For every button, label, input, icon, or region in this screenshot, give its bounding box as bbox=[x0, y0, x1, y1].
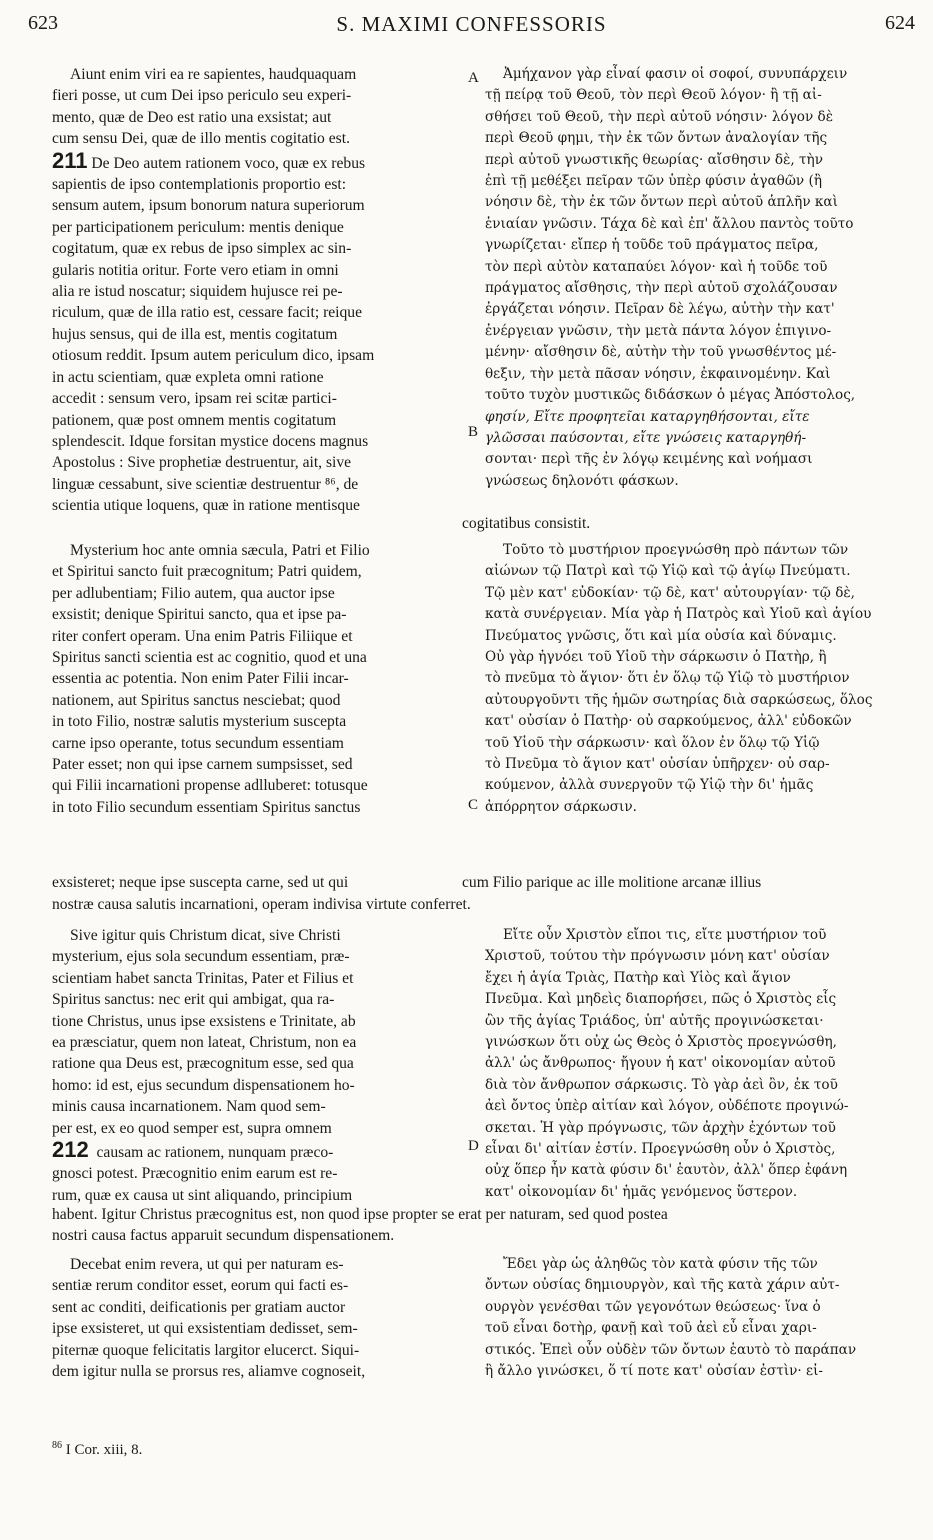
latin-line: Spiritus sanctus: nec erit qui ambigat, qua ra- bbox=[52, 991, 335, 1009]
latin-line: minis causa incarnationem. Nam quod sem- bbox=[52, 1098, 326, 1116]
greek-line: ἐνέργειαν γνῶσιν, τὴν μετὰ πάντα λόγον ἐπιγινο- bbox=[485, 322, 832, 339]
latin-column-block-4 bbox=[52, 1254, 462, 1382]
greek-line: ἀλλ' ὡς ἄνθρωπος· ἤγουν ἡ κατ' οἰκονομίαν αὐτοῦ bbox=[485, 1055, 836, 1072]
page-header bbox=[28, 10, 915, 42]
latin-line: nationem, aut Spiritus sanctus nesciebat; quod bbox=[52, 691, 341, 709]
latin-line: rum, quæ ex causa ut sint aliquando, principium bbox=[52, 1186, 353, 1204]
latin-line: scientia utique loquens, quæ in ratione mentisque bbox=[52, 497, 360, 515]
greek-line: στικός. Ἐπεὶ οὖν οὐδὲν τῶν ὄντων ἑαυτὸ τὸ παράπαν bbox=[485, 1341, 857, 1358]
greek-line: τὸ Πνεῦμα τὸ ἅγιον κατ' οὐσίαν ὑπῆρχεν· οὐ σαρ- bbox=[485, 756, 830, 773]
latin-line: Aiunt enim viri ea re sapientes, haudquaquam bbox=[70, 66, 357, 83]
column-number-212: 212 bbox=[52, 1139, 89, 1163]
greek-line: ουργὸν γενέσθαι τῶν γεγονότων θεώσεως· ἵνα ὁ bbox=[485, 1298, 821, 1315]
full-width-line: nostræ causa salutis incarnationi, operam indivisa virtute conferret. bbox=[52, 896, 471, 913]
latin-line: fieri posse, ut cum Dei ipso periculo seu experi- bbox=[52, 87, 352, 105]
latin-line: piternæ quoque felicitatis largitor elucerct. Siqui- bbox=[52, 1341, 360, 1359]
latin-line: sentiæ rerum conditor esset, eorum qui facti es- bbox=[52, 1277, 349, 1295]
greek-line: ἐπὶ τῇ μεθέξει πεῖραν τῶν ὑπὲρ φύσιν ἀγαθῶν (ἢ bbox=[485, 173, 822, 190]
greek-line: κατὰ συνέργειαν. Μία γὰρ ἡ Πατρὸς καὶ Υἱοῦ καὶ ἁγίου bbox=[485, 606, 872, 623]
greek-line: περὶ αὐτοῦ γνωστικῆς θεωρίας· αἴσθησιν δὲ, τὴν bbox=[485, 151, 823, 168]
latin-line: qui Filii incarnationi propense adlluberet: totusque bbox=[52, 777, 368, 795]
greek-line: περὶ Θεοῦ φημι, τὴν ἐκ τῶν ὄντων ἀναλογίαν τῆς bbox=[485, 130, 828, 147]
greek-line: τὸν περὶ αὐτὸν καταπαύει λόγον· καὶ ἡ τοῦδε τοῦ bbox=[485, 258, 828, 275]
greek-line: τοῦ εἶναι δοτὴρ, φανῇ καὶ τοῦ ἀεὶ εὖ εἶναι χαρι- bbox=[485, 1320, 817, 1337]
greek-line: ἢ ἄλλο γινώσκει, ὅ τί ποτε κατ' οὐσίαν ἐστὶν· εἰ- bbox=[485, 1363, 824, 1380]
greek-line: διὰ τὸν ἄνθρωπον σάρκωσις. Τὸ γὰρ ἀεὶ ὂν, ἐκ τοῦ bbox=[485, 1076, 838, 1093]
greek-line: Πνεῦμα. Καὶ μηδεὶς διαπορήσει, πῶς ὁ Χριστὸς εἷς bbox=[485, 991, 837, 1008]
greek-line: τοῦ Υἱοῦ τὴν σάρκωσιν· καὶ ὅλον ἐν ὅλῳ τῷ Υἱῷ bbox=[485, 734, 820, 751]
greek-line: Ἔδει γὰρ ὡς ἀληθῶς τὸν κατὰ φύσιν τῆς τῶν bbox=[503, 1256, 818, 1272]
greek-line: τῇ πείρᾳ τοῦ Θεοῦ, τὸν περὶ Θεοῦ λόγον· ἢ τῇ αἰ- bbox=[485, 87, 822, 104]
latin-column-block-3 bbox=[52, 925, 462, 1206]
latin-line: sensum autem, ipsum bonorum natura superiorum bbox=[52, 197, 365, 215]
latin-line: riter confert operam. Una enim Patris Filiique et bbox=[52, 627, 353, 645]
greek-line: γνώσεως δηλονότι φάσκων. bbox=[485, 472, 679, 489]
latin-line: Apostolus : Sive prophetiæ destruentur, ait, sive bbox=[52, 454, 352, 472]
greek-line: ἐργάζεται νόησιν. Πεῖραν δὲ λέγω, αὐτὴν τὴν κατ' bbox=[485, 301, 835, 318]
column-number-211: 211 bbox=[52, 149, 88, 173]
latin-line: Pater esset; non qui ipse carnem sumpsisset, sed bbox=[52, 756, 353, 774]
latin-line: dem igitur nulla se prorsus res, aliamve cognoseit, bbox=[52, 1363, 366, 1381]
footnote-mark: 86 bbox=[52, 1440, 62, 1451]
latin-line: in toto Filio, nostræ salutis mysterium suscepta bbox=[52, 713, 347, 731]
greek-line: γινώσκων ὅτι οὐχ ὡς Θεὸς ὁ Χριστὸς προεγνώσθη, bbox=[485, 1034, 837, 1051]
latin-line: gnosci potest. Præcognitio enim earum est re- bbox=[52, 1165, 338, 1183]
latin-line: exsistit; denique Spiritui sancto, qua et ipse pa- bbox=[52, 606, 347, 624]
greek-line: Τῷ μὲν κατ' εὐδοκίαν· τῷ δὲ, κατ' αὐτουργίαν· τῷ δὲ, bbox=[485, 584, 855, 601]
latin-line: otiosum reddit. Ipsum autem periculum dico, ipsam bbox=[52, 347, 375, 365]
latin-line: Decebat enim revera, ut qui per naturam es- bbox=[70, 1256, 344, 1273]
page-number-left: 623 bbox=[28, 12, 58, 34]
greek-line: πράγματος αἴσθησις, τὴν περὶ αὐτοῦ σχολάζουσαν bbox=[485, 280, 838, 297]
latin-line: tione Christus, unus ipse exsistens e Trinitate, ab bbox=[52, 1012, 356, 1030]
latin-line: splendescit. Idque forsitan mystice docens magnus bbox=[52, 432, 369, 450]
latin-line: riculum, quæ de illa ratio est, cessare facit; reique bbox=[52, 304, 363, 322]
latin-line: accedit : sensum vero, ipsam rei scitæ partici- bbox=[52, 390, 337, 408]
greek-line: φησίν, Εἴτε προφητεῖαι καταργηθήσονται, εἴτε bbox=[485, 408, 810, 425]
margin-marker-a: A bbox=[468, 70, 479, 86]
greek-line: ἑνιαίαν γνῶσιν. Τάχα δὲ καὶ ἐπ' ἄλλου παντὸς τοῦτο bbox=[485, 215, 854, 232]
full-width-line: habent. Igitur Christus præcognitus est, non quod ipse propter se erat per naturam, sed quod postea bbox=[52, 1206, 668, 1223]
latin-line: carne ipso operante, totus secundum essentiam bbox=[52, 734, 344, 752]
greek-line: τοῦτο τυχὸν μυστικῶς διδάσκων ὁ μέγας Ἀπόστολος, bbox=[485, 387, 856, 404]
footnote-text: I Cor. xiii, 8. bbox=[65, 1442, 143, 1458]
greek-line: Χριστοῦ, τούτου τὴν πρόγνωσιν μόνη κατ' οὐσίαν bbox=[485, 948, 830, 965]
greek-line: Ἀμήχανον γὰρ εἶναί φασιν οἱ σοφοί, συνυπάρχειν bbox=[503, 66, 848, 82]
greek-line: ὢν τῆς ἁγίας Τριάδος, ὑπ' αὐτῆς προγινώσκεται· bbox=[485, 1012, 824, 1029]
latin-line: gularis notitia oritur. Forte vero etiam in omni bbox=[52, 261, 339, 279]
greek-line: κατ' οἰκονομίαν δι' ἡμᾶς γενόμενος ὕστερον. bbox=[485, 1183, 798, 1200]
latin-line: per participationem periculum: mentis denique bbox=[52, 218, 344, 236]
greek-line: σκεται. Ἡ γὰρ πρόγνωσις, τῶν ἀρχὴν ἐχόντων τοῦ bbox=[485, 1119, 836, 1136]
greek-line: σθήσει τοῦ Θεοῦ, τὴν περὶ αὐτοῦ νόησιν· λόγον δὲ bbox=[485, 108, 834, 125]
latin-line: hujus sensus, qui de illa est, mentis cogitatum bbox=[52, 325, 338, 343]
latin-line: in actu scientiam, quæ expleta omni ratione bbox=[52, 368, 324, 386]
greek-line: μένην· αἴσθησιν δὲ, αὐτὴν τὴν τοῦ γνωσθέντος μέ- bbox=[485, 344, 837, 361]
greek-line: ἀπόρρητον σάρκωσιν. bbox=[485, 798, 637, 815]
greek-line: κούμενον, ἀλλὰ συνεργοῦν τῷ Υἱῷ τὴν δι' ἡμᾶς bbox=[485, 777, 814, 794]
greek-line: οὐχ ὅπερ ἦν κατὰ φύσιν δι' ἑαυτὸν, ἀλλ' ὅπερ ἐφάνη bbox=[485, 1162, 848, 1179]
greek-line: τὸ πνεῦμα τὸ ἅγιον· ὅτι ἐν ὅλῳ τῷ Υἱῷ τὸ μυστήριον bbox=[485, 670, 850, 687]
latin-line: linguæ cessabunt, sive scientiæ destruentur ⁸⁶, de bbox=[52, 475, 359, 493]
greek-line: γλῶσσαι παύσονται, εἴτε γνώσεις καταργηθή- bbox=[485, 429, 807, 446]
latin-line: Spiritus sancti scientia est ac cognitio, quod et una bbox=[52, 649, 367, 667]
greek-line: ἀεὶ ὄντος ὑπὲρ αἰτίαν καὶ λόγον, οὐδέποτε προγινώ- bbox=[485, 1098, 849, 1115]
latin-line: cum sensu Dei, quæ de illo mentis cogitatio est. bbox=[52, 130, 350, 148]
latin-line: et Spiritui sancto fuit præcognitum; Patri quidem, bbox=[52, 563, 362, 581]
latin-line: ipse exsisteret, ut qui exsistentiam dedisset, sem- bbox=[52, 1320, 358, 1338]
margin-marker-d: D bbox=[468, 1138, 479, 1154]
greek-line: σονται· περὶ τῆς ἐν λόγῳ κειμένης καὶ νοήμασι bbox=[485, 451, 813, 468]
greek-column-block-4 bbox=[485, 1254, 910, 1382]
latin-column-block-2 bbox=[52, 540, 462, 818]
latin-line: ratione qua Deus est, præcognitum esse, sed qua bbox=[52, 1055, 354, 1073]
margin-marker-b: B bbox=[468, 424, 479, 440]
latin-line: sapientis de ipso contemplationis proportio est: bbox=[52, 176, 347, 194]
greek-line: γνωρίζεται· εἴπερ ἡ τοῦδε τοῦ πράγματος πεῖρα, bbox=[485, 237, 819, 254]
latin-line: 212 causam ac rationem, nunquam præco- bbox=[52, 1139, 334, 1163]
greek-column-block-1 bbox=[485, 64, 910, 492]
greek-line: ὄντων οὐσίας δημιουργὸν, καὶ τῆς κατὰ χάριν αὐτ- bbox=[485, 1277, 840, 1294]
latin-line: exsisteret; neque ipse suscepta carne, sed ut qui bbox=[52, 874, 349, 891]
latin-line: essentia ac potentia. Non enim Pater Filii incar- bbox=[52, 670, 349, 688]
latin-line: cogitatum, quæ ex rebus de ipso simplex ac sin- bbox=[52, 240, 352, 258]
greek-line: εἶναι δι' αἰτίαν ἐστίν. Προεγνώσθη οὖν ὁ Χριστὸς, bbox=[485, 1141, 836, 1158]
full-width-line: cum Filio parique ac ille molitione arcanæ illius bbox=[462, 874, 762, 891]
latin-line: scientiam habet sancta Trinitas, Pater et Filius et bbox=[52, 969, 354, 987]
greek-column-block-3 bbox=[485, 925, 910, 1203]
greek-line: Πνεύματος γνῶσις, ὅτι καὶ μία οὐσία καὶ δύναμις. bbox=[485, 627, 837, 644]
greek-line: θεξιν, τὴν μετὰ πᾶσαν νόησιν, ἐκφαινομένην. Καὶ bbox=[485, 365, 831, 382]
margin-marker-c: C bbox=[468, 797, 479, 813]
latin-line: Sive igitur quis Christum dicat, sive Christi bbox=[70, 927, 341, 944]
latin-line: pationem, quæ post omnem mentis cogitatum bbox=[52, 411, 337, 429]
latin-column-block-1 bbox=[52, 64, 462, 517]
latin-line: Mysterium hoc ante omnia sæcula, Patri et Filio bbox=[70, 542, 370, 559]
page-number-right: 624 bbox=[885, 12, 915, 34]
running-title: S. MAXIMI CONFESSORIS bbox=[336, 12, 607, 36]
latin-line: homo: id est, ejus secundum dispensationem ho- bbox=[52, 1076, 355, 1094]
latin-line: mysterium, ejus sola secundum essentiam, præ- bbox=[52, 948, 350, 966]
greek-line: Οὐ γὰρ ἠγνόει τοῦ Υἱοῦ τὴν σάρκωσιν ὁ Πατὴρ, ἢ bbox=[485, 649, 827, 666]
latin-line: 211 De Deo autem rationem voco, quæ ex rebus bbox=[52, 149, 366, 173]
latin-line: alia re istud noscatur; siquidem hujusce rei pe- bbox=[52, 283, 343, 301]
latin-line: mento, quæ de Deo est ratio una exsistat; aut bbox=[52, 108, 332, 126]
latin-line: in toto Filio secundum essentiam Spiritus sanctus bbox=[52, 798, 361, 816]
greek-line: αἰώνων τῷ Πατρὶ καὶ τῷ Υἱῷ καὶ τῷ ἁγίῳ Πνεύματι. bbox=[485, 563, 851, 580]
latin-line: sent ac conditi, deificationis per gratiam auctor bbox=[52, 1298, 346, 1316]
greek-line: Εἴτε οὖν Χριστὸν εἴποι τις, εἴτε μυστήριον τοῦ bbox=[503, 927, 827, 943]
latin-line: ea præsciatur, quem non lateat, Christum, non ea bbox=[52, 1034, 357, 1052]
full-width-line: nostri causa factus apparuit secundum dispensationem. bbox=[52, 1227, 395, 1244]
greek-line: κατ' οὐσίαν ὁ Πατὴρ· οὐ σαρκούμενος, ἀλλ' εὐδοκῶν bbox=[485, 713, 852, 730]
full-width-line: cogitatibus consistit. bbox=[462, 515, 591, 532]
greek-line: ἔχει ἡ ἁγία Τριὰς, Πατὴρ καὶ Υἱὸς καὶ ἅγιον bbox=[485, 969, 791, 986]
latin-line: per adlubentiam; Filio autem, qua auctor ipse bbox=[52, 584, 335, 602]
greek-line: Τοῦτο τὸ μυστήριον προεγνώσθη πρὸ πάντων τῶν bbox=[503, 542, 849, 558]
greek-line: αὐτουργοῦντι τῆς ἡμῶν σωτηρίας διὰ σαρκώσεως, ὅλος bbox=[485, 691, 873, 708]
greek-column-block-2 bbox=[485, 540, 910, 818]
greek-line: νόησιν δὲ, τὴν ἐκ τῶν ὄντων περὶ αὐτοῦ ἁπλῆν καὶ bbox=[485, 194, 838, 211]
footnote bbox=[52, 1440, 142, 1459]
latin-line: per est, ex eo quod semper est, supra omnem bbox=[52, 1119, 332, 1137]
